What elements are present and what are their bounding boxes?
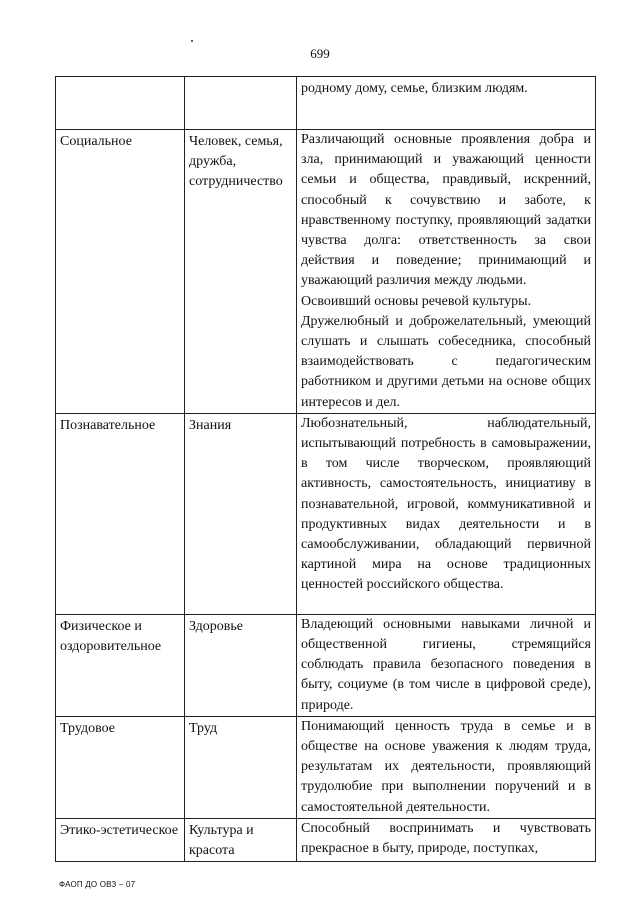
description-cell: Любознательный, наблюдательный, испытывающий потребность в самовыражении, в том числе творческом, проявляющий активность, самостоятельность, инициативу в познавательной, игровой, коммуникативной и продуктивных видах деятельности и в самообслуживании, обладающий первичной картиной мира на основе традиционных ценностей российского общества. [297,413,596,614]
direction-cell: Этико-эстетическое [56,818,185,861]
direction-cell [56,77,185,130]
table-row [56,716,596,818]
page-number: 699 [310,46,330,61]
table-row [56,130,596,414]
values-cell: Культура и красота [185,818,297,861]
direction-cell: Физическое и оздоровительное [56,614,185,716]
description-cell: Владеющий основными навыками личной и общественной гигиены, стремящийся соблюдать правила безопасного поведения в быту, социуме (в том числе в цифровой среде), природе. [297,614,596,716]
description-paragraph: Дружелюбный и доброжелательный, умеющий слушать и слышать собеседника, способный взаимодействовать с педагогическим работником и другими детьми на основе общих интересов и дел. [301,313,591,410]
direction-cell: Познавательное [56,413,185,614]
description-cell: Способный воспринимать и чувствовать прекрасное в быту, природе, поступках, [297,818,596,861]
table-row [56,614,596,716]
footer-code: ФАОП ДО ОВЗ – 07 [59,880,136,889]
table-row [56,77,596,130]
values-table [55,76,596,862]
description-cell [297,130,596,414]
description-paragraph: Освоивший основы речевой культуры. [301,293,532,309]
scan-speck [191,40,193,42]
direction-cell: Трудовое [56,716,185,818]
table-row [56,818,596,861]
values-cell: Человек, семья, дружба, сотрудничество [185,130,297,414]
direction-cell: Социальное [56,130,185,414]
table-row [56,413,596,614]
values-cell: Здоровье [185,614,297,716]
values-cell: Знания [185,413,297,614]
description-cell: Понимающий ценность труда в семье и в обществе на основе уважения к людям труда, результатам их деятельности, проявляющий трудолюбие при выполнении поручений и в самостоятельной деятельности. [297,716,596,818]
description-paragraph: Различающий основные проявления добра и зла, принимающий и уважающий ценности семьи и общества, правдивый, искренний, способный к сочувствию и заботе, к нравственному поступку, проявляющий задатки чувства долга: ответственность за свои действия и поведение; принимающий и уважающий различия между людьми. [301,132,591,289]
description-cell: родному дому, семье, близким людям. [297,77,596,130]
values-cell: Труд [185,716,297,818]
values-cell [185,77,297,130]
